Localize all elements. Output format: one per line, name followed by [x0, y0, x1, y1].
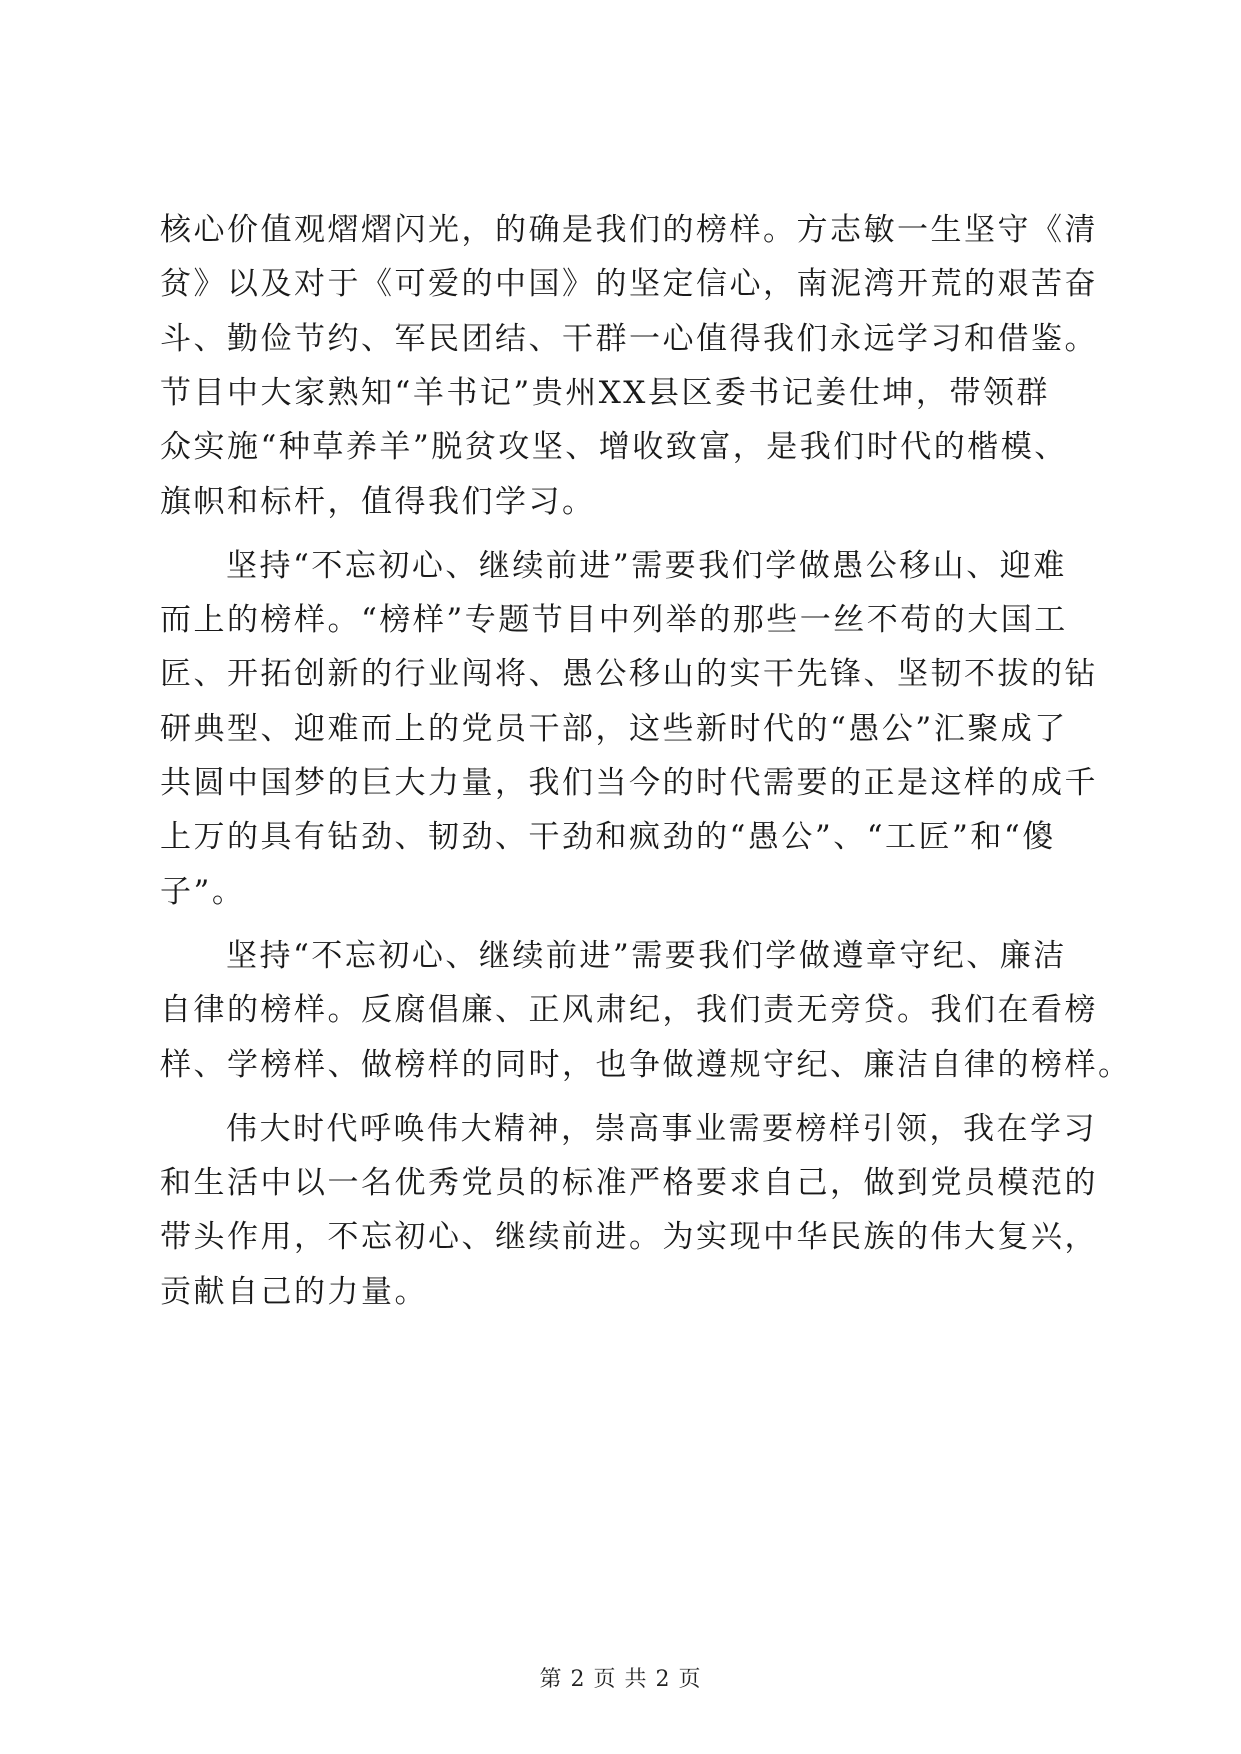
text-line: 样、学榜样、做榜样的同时，也争做遵规守纪、廉洁自律的榜样。 — [160, 1046, 1132, 1083]
text-line: 上万的具有钻劲、韧劲、干劲和疯劲的“愚公”、“工匠”和“傻 — [160, 819, 1056, 856]
text-line: 斗、勤俭节约、军民团结、干群一心值得我们永远学习和借鉴。 — [160, 320, 1098, 357]
text-line: 匠、开拓创新的行业闯将、愚公移山的实干先锋、坚韧不拔的钻 — [160, 656, 1098, 693]
text-line: 和生活中以一名优秀党员的标准严格要求自己，做到党员模范的 — [160, 1165, 1098, 1202]
text-line: 核心价值观熠熠闪光，的确是我们的榜样。方志敏一生坚守《清 — [160, 212, 1098, 248]
text-line: 贫》以及对于《可爱的中国》的坚定信心，南泥湾开荒的艰苦奋 — [160, 266, 1098, 303]
text-line: 带头作用，不忘初心、继续前进。为实现中华民族的伟大复兴， — [160, 1219, 1098, 1256]
text-line: 贡献自己的力量。 — [160, 1273, 428, 1310]
text-line: 伟大时代呼唤伟大精神，崇高事业需要榜样引领，我在学习 — [226, 1110, 1097, 1147]
page-footer: 第 2 页 共 2 页 — [539, 1667, 702, 1692]
text-line: 子”。 — [160, 873, 246, 910]
text-line: 节目中大家熟知“羊书记”贵州XX县区委书记姜仕坤，带领群 — [160, 374, 1050, 411]
text-line: 共圆中国梦的巨大力量，我们当今的时代需要的正是这样的成千 — [160, 765, 1098, 801]
text-line: 而上的榜样。“榜样”专题节目中列举的那些一丝不苟的大国工 — [160, 602, 1068, 639]
text-line: 坚持“不忘初心、继续前进”需要我们学做愚公移山、迎难 — [226, 547, 1067, 584]
text-line: 旗帜和标杆，值得我们学习。 — [160, 483, 596, 520]
text-line: 自律的榜样。反腐倡廉、正风肃纪，我们责无旁贷。我们在看榜 — [160, 992, 1098, 1029]
text-line: 坚持“不忘初心、继续前进”需要我们学做遵章守纪、廉洁 — [226, 937, 1067, 974]
text-line: 众实施“种草养羊”脱贫攻坚、增收致富，是我们时代的楷模、 — [160, 429, 1068, 466]
text-line: 研典型、迎难而上的党员干部，这些新时代的“愚公”汇聚成了 — [160, 710, 1068, 747]
